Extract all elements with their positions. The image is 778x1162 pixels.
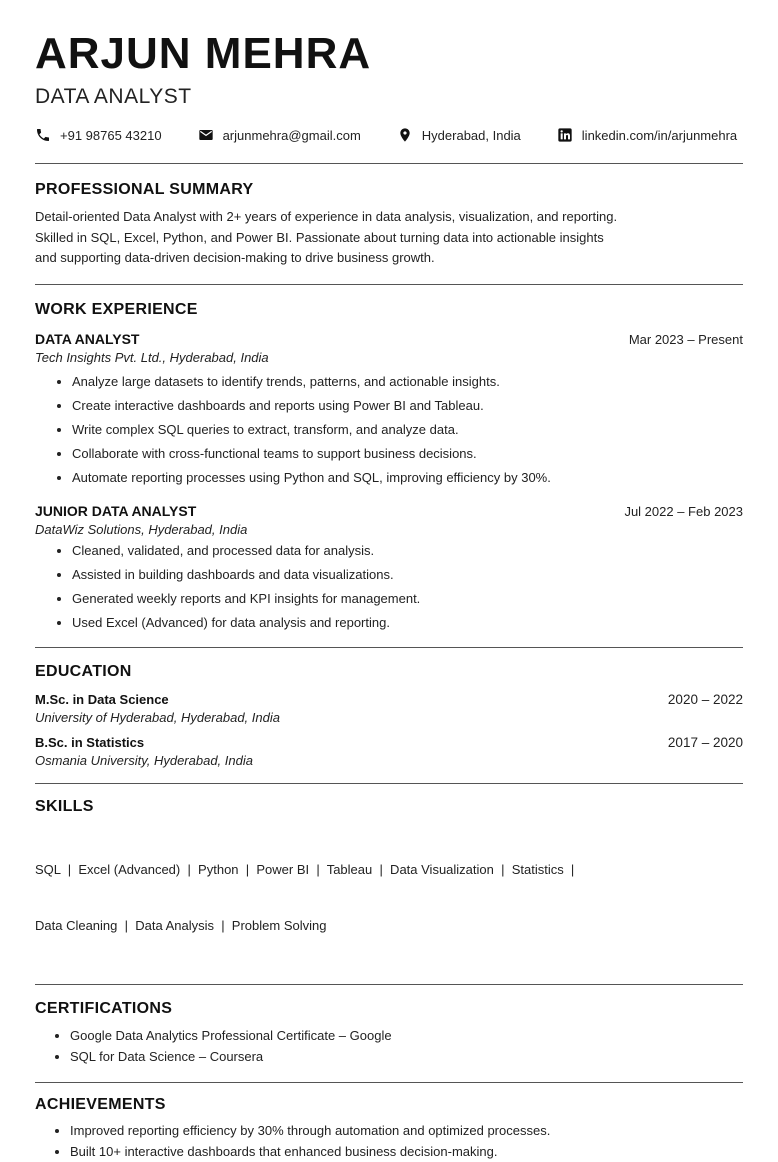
skills-line: SQL | Excel (Advanced) | Python | Power BI | Tableau | Data Visualization | Statistics | [35,862,575,878]
contact-phone [35,127,162,143]
job-entry [35,503,743,636]
job-bullet: • Used Excel (Advanced) for data analysis and reporting. [72,611,743,635]
certification-item: • SQL for Data Science – Coursera [70,1046,743,1067]
candidate-name: ARJUN MEHRA [35,29,372,78]
divider [35,163,743,164]
job-bullet: • Generated weekly reports and KPI insights for management. [72,587,743,611]
job-bullet: • Automate reporting processes using Python and SQL, improving efficiency by 30%. [72,466,743,490]
education-degree: M.Sc. in Data Science [35,692,169,708]
contact-email-text[interactable]: arjunmehra@gmail.com [222,127,361,143]
contact-bar [35,124,743,146]
summary-line: and supporting data-driven decision-making to drive business growth. [35,250,435,265]
job-title: JUNIOR DATA ANALYST [35,502,197,519]
linkedin-icon [557,127,573,143]
job-bullet: • Write complex SQL queries to extract, transform, and analyze data. [72,418,743,442]
experience-heading: WORK EXPERIENCE [35,300,198,318]
skills-list [35,824,743,972]
education-years: 2020 – 2022 [667,692,743,708]
job-bullet: • Create interactive dashboards and reports using Power BI and Tableau. [72,394,743,418]
candidate-role: DATA ANALYST [35,85,192,108]
achievements-list [35,1120,743,1162]
job-bullet: • Collaborate with cross-functional teams to support business decisions. [72,442,743,466]
job-bullet: • Analyze large datasets to identify trends, patterns, and actionable insights. [72,370,743,394]
summary-line: Skilled in SQL, Excel, Python, and Power BI. Passionate about turning data into actionable insights [35,229,604,245]
contact-phone-text[interactable]: +91 98765 43210 [60,127,162,143]
achievement-item: • Built 10+ interactive dashboards that enhanced business decision-making. [70,1141,743,1162]
certifications-heading: CERTIFICATIONS [35,1000,173,1018]
summary-heading: PROFESSIONAL SUMMARY [35,181,254,198]
education-degree: B.Sc. in Statistics [35,735,145,751]
education-years: 2017 – 2020 [667,735,743,751]
job-bullet: • Cleaned, validated, and processed data for analysis. [72,539,743,563]
certifications-list [35,1025,743,1067]
education-entry [35,735,743,768]
achievement-item: • Improved reporting efficiency by 30% through automation and optimized processes. [70,1120,743,1141]
education-school: Osmania University, Hyderabad, India [35,753,253,769]
summary-line: Detail-oriented Data Analyst with 2+ years of experience in data analysis, visualization, and reporting. [35,209,618,224]
achievements-heading: ACHIEVEMENTS [35,1096,166,1114]
job-bullet: • Assisted in building dashboards and data visualizations. [72,563,743,587]
contact-location [397,127,521,143]
job-title: DATA ANALYST [35,330,140,347]
education-entry [35,692,743,725]
location-icon [397,127,413,143]
certification-item: • Google Data Analytics Professional Certificate – Google [70,1025,743,1046]
contact-location-text: Hyderabad, India [421,127,521,143]
job-company: DataWiz Solutions, Hyderabad, India [35,521,248,537]
contact-linkedin-text[interactable]: linkedin.com/in/arjunmehra [581,127,738,143]
job-bullets [35,370,743,491]
education-header [35,692,743,707]
job-entry [35,331,743,491]
divider [35,783,743,784]
divider [35,647,743,648]
job-bullets [35,539,743,636]
job-dates: Jul 2022 – Feb 2023 [624,503,743,519]
education-heading: EDUCATION [35,663,132,681]
job-company: Tech Insights Pvt. Ltd., Hyderabad, India [35,349,269,365]
phone-icon [35,127,51,143]
contact-email [198,127,361,143]
contact-linkedin [557,127,737,143]
skills-line: Data Cleaning | Data Analysis | Problem Solving [35,917,327,933]
divider [35,284,743,285]
summary-text [35,207,743,269]
education-header [35,735,743,750]
divider [35,1082,743,1083]
job-dates: Mar 2023 – Present [628,331,743,347]
job-header [35,331,743,347]
education-school: University of Hyderabad, Hyderabad, India [35,710,280,726]
email-icon [198,127,214,143]
divider [35,984,743,985]
job-header [35,503,743,519]
skills-heading: SKILLS [35,798,94,816]
